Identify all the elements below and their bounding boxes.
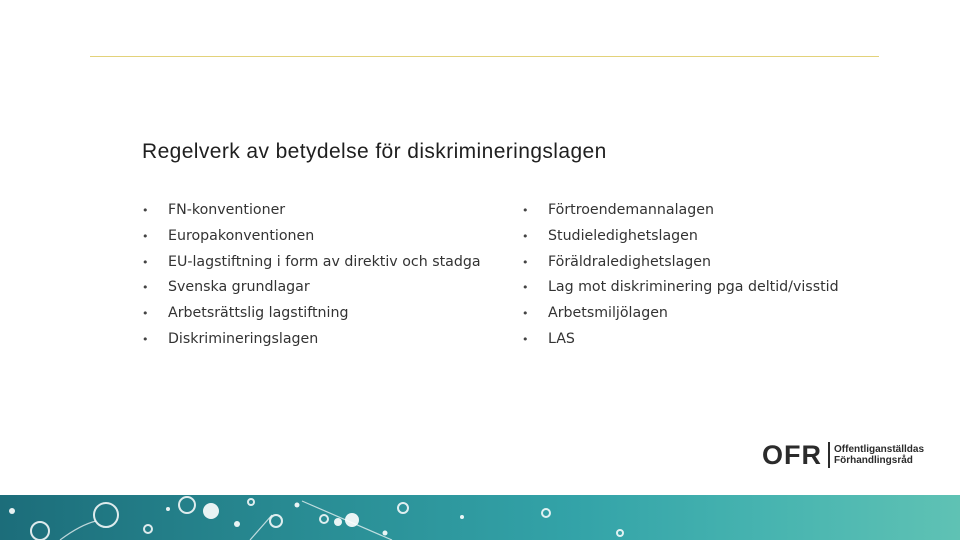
list-item-label: LAS (548, 330, 575, 347)
list-item-label: EU-lagstiftning i form av direktiv och stadga (168, 253, 481, 270)
bullet-icon: • (142, 281, 149, 295)
bullet-icon: • (522, 229, 529, 243)
logo-name-line-2: Förhandlingsråd (834, 455, 913, 466)
bubbles-decoration (0, 495, 960, 540)
logo-name-line-1: Offentliganställdas (834, 444, 925, 455)
list-item (522, 224, 839, 250)
bullet-icon: • (142, 204, 149, 217)
bullet-icon: • (522, 307, 529, 321)
list-item-label: Europakonventionen (168, 227, 315, 244)
list-item (522, 198, 839, 224)
bullet-icon: • (142, 307, 149, 321)
right-bullet-list (522, 198, 839, 353)
left-bullet-list (142, 198, 481, 353)
bullet-icon: • (522, 281, 529, 295)
list-item-label: Diskrimineringslagen (168, 330, 319, 347)
list-item (142, 301, 481, 327)
list-item-label: Studieledighetslagen (548, 227, 698, 244)
bullet-icon: • (522, 332, 529, 346)
list-item-label: Förtroendemannalagen (548, 202, 714, 218)
list-item (522, 250, 839, 276)
list-item-label: Arbetsrättslig lagstiftning (168, 305, 349, 322)
bullet-icon: • (142, 332, 149, 346)
list-item (142, 198, 481, 224)
header-divider (90, 56, 879, 57)
list-item-label: Arbetsmiljölagen (548, 305, 668, 322)
list-item (522, 275, 839, 301)
logo-divider (828, 442, 830, 468)
logo-name (834, 444, 924, 466)
bullet-icon: • (142, 255, 149, 269)
bullet-icon: • (522, 204, 529, 217)
logo-mark: OFR (762, 440, 822, 470)
list-item-label: FN-konventioner (168, 202, 286, 218)
bullet-icon: • (142, 229, 149, 243)
list-item (142, 224, 481, 250)
list-item (142, 250, 481, 276)
list-item (142, 327, 481, 353)
ofr-logo (762, 440, 924, 470)
list-item-label: Svenska grundlagar (168, 279, 310, 296)
list-item (522, 327, 839, 353)
list-item-label: Föräldraledighetslagen (548, 253, 711, 270)
slide-title: Regelverk av betydelse för diskrimineringslagen (142, 140, 607, 163)
bullet-icon: • (522, 255, 529, 269)
footer-decoration-band (0, 495, 960, 540)
list-item (522, 301, 839, 327)
list-item (142, 275, 481, 301)
list-item-label: Lag mot diskriminering pga deltid/visstid (548, 279, 839, 296)
